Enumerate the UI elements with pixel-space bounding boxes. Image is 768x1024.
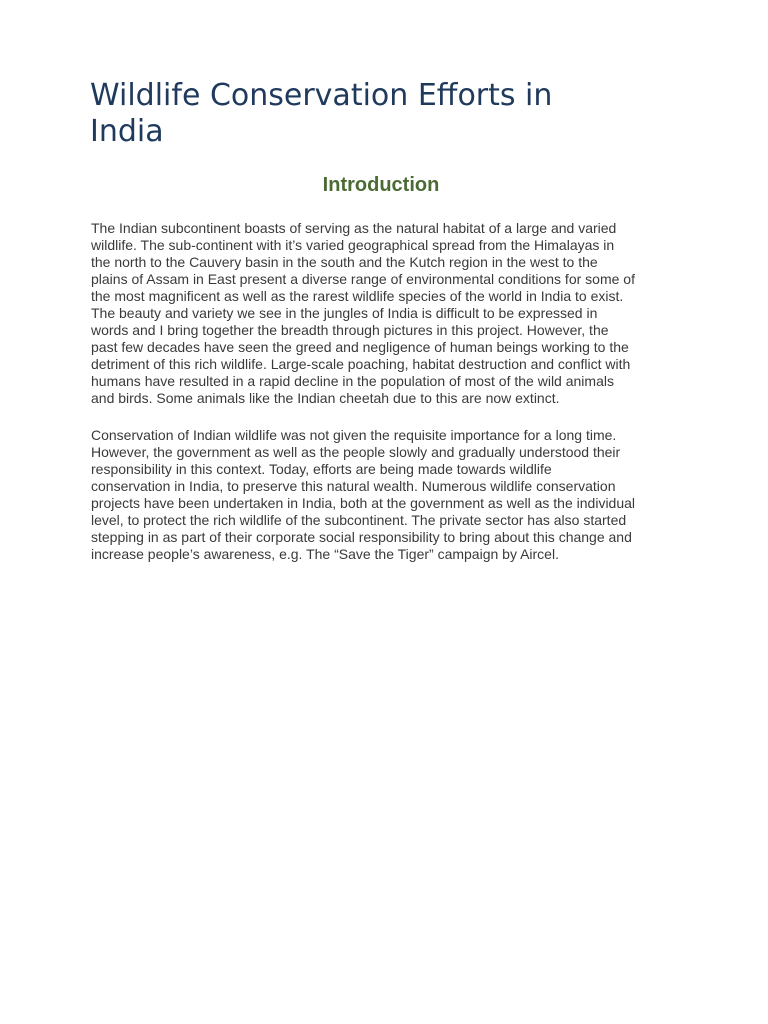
title-line: Wildlife Conservation Efforts in xyxy=(90,78,553,113)
paragraph-line: The beauty and variety we see in the jungles of India is difficult to be expressed in xyxy=(91,305,598,321)
paragraph-line: wildlife. The sub-continent with it’s varied geographical spread from the Himalayas in xyxy=(91,237,615,253)
paragraph-line: However, the government as well as the people slowly and gradually understood their xyxy=(91,444,621,460)
paragraph-line: level, to protect the rich wildlife of the subcontinent. The private sector has also started xyxy=(91,512,627,528)
paragraph-line: responsibility in this context. Today, efforts are being made towards wildlife xyxy=(91,461,552,477)
paragraph-line: Conservation of Indian wildlife was not given the requisite importance for a long time. xyxy=(91,427,617,443)
paragraph-line: The Indian subcontinent boasts of serving as the natural habitat of a large and varied xyxy=(91,220,617,236)
paragraph-line: humans have resulted in a rapid decline in the population of most of the wild animals xyxy=(91,373,614,389)
document-title xyxy=(90,78,552,150)
title-line: India xyxy=(90,114,164,149)
section-heading-introduction: Introduction xyxy=(322,174,440,196)
paragraph-line: words and I bring together the breadth through pictures in this project. However, the xyxy=(91,322,609,338)
paragraph-line: conservation in India, to preserve this natural wealth. Numerous wildlife conservation xyxy=(91,478,616,494)
paragraph-line: detriment of this rich wildlife. Large-scale poaching, habitat destruction and conflict with xyxy=(91,356,631,372)
paragraph-1 xyxy=(91,220,635,407)
paragraph-line: projects have been undertaken in India, both at the government as well as the individual xyxy=(91,495,636,511)
paragraph-line: the north to the Cauvery basin in the south and the Kutch region in the west to the xyxy=(91,254,598,270)
paragraph-line: increase people’s awareness, e.g. The “Save the Tiger” campaign by Aircel. xyxy=(91,546,559,562)
paragraph-line: plains of Assam in East present a diverse range of environmental conditions for some of xyxy=(91,271,635,287)
paragraph-line: past few decades have seen the greed and negligence of human beings working to the xyxy=(91,339,629,355)
paragraph-line: the most magnificent as well as the rarest wildlife species of the world in India to exist. xyxy=(91,288,624,304)
paragraph-line: and birds. Some animals like the Indian cheetah due to this are now extinct. xyxy=(91,390,560,406)
paragraph-2 xyxy=(91,427,635,563)
paragraph-line: stepping in as part of their corporate social responsibility to bring about this change and xyxy=(91,529,632,545)
